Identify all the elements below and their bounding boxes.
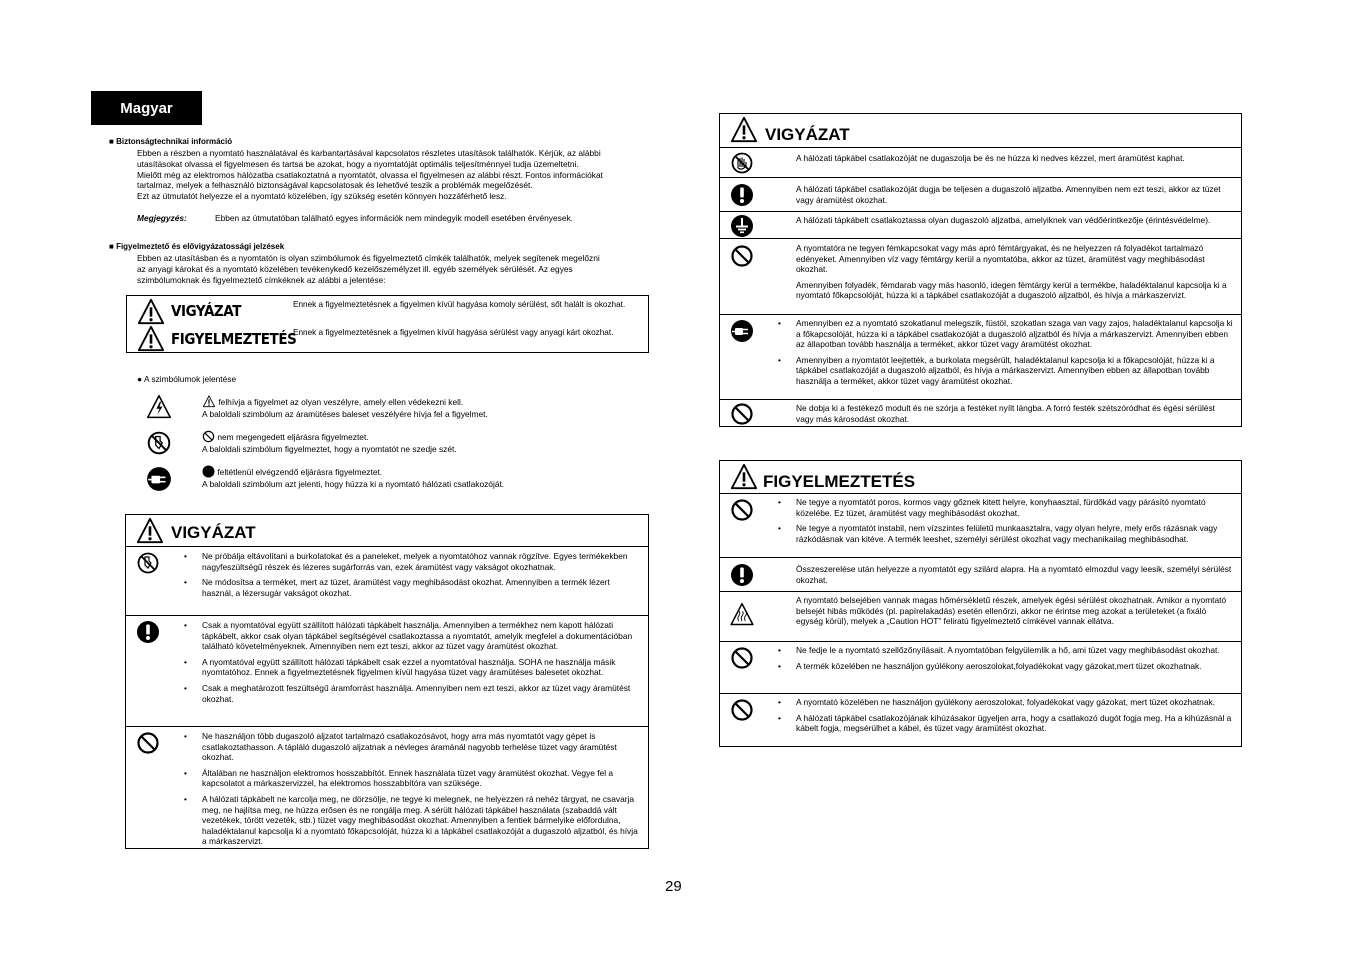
- bullet-dot: •: [778, 497, 781, 507]
- symbols-heading-text: A szimbólumok jelentése: [143, 374, 237, 384]
- right-warning-table: [719, 460, 1242, 747]
- signs-line: az anyagi károkat és a nyomtató közelében tevékenykedő kezelőszemélyzet ill. egyéb személyek sérülését. Az egyes: [137, 263, 573, 274]
- list-item: [184, 682, 640, 704]
- list-item: [778, 645, 1234, 656]
- signs-heading-text: Figyelmeztető és elővigyázatossági jelzések: [116, 242, 285, 251]
- row-text: A nyomtatóra ne tegyen fémkapcsokat vagy más apró fémtárgyakat, és ne helyezzen rá folyadékot tartalmazó edényeket. Amennyiben víz vagy fémtárgy kerül a nyomtatóba, akkor az tüzet, áramütést vagy meghibásodást okozhat.: [796, 243, 1205, 275]
- warning-triangle-icon: [135, 517, 165, 545]
- prohibited-icon: [730, 244, 754, 268]
- prohibited-icon: [136, 731, 160, 755]
- safety-line: utasításokat olvassa el figyelmesen és tartsa be azokat, hogy a nyomtatóját optimális teljesítménnyel tudja üzemeltetni.: [137, 158, 579, 169]
- list-item: [184, 620, 640, 652]
- electric-shock-icon: [145, 394, 173, 420]
- signs-paragraph: [137, 253, 697, 285]
- table-title: VIGYÁZAT: [171, 523, 256, 542]
- table-row: [720, 557, 1241, 591]
- bullet-dot: •: [184, 731, 187, 741]
- symbol-line: felhívja a figyelmet az olyan veszélyre, amely ellen védekezni kell.: [218, 397, 464, 407]
- row-text: A nyomtató belsejében vannak magas hőmérsékletű részek, amelyek égési sérülést okozhatnak. Amikor a nyomtató belsejét hibás működés (pl. papírelakadás) esetén ellenőrzi, akkor ne érintse meg azokat a területeket (a fixáló egység körül), melyek a „Caution HOT” feliratú figyelmeztető címkével vannak ellátva.: [796, 595, 1227, 627]
- bullet-dot: •: [184, 577, 187, 588]
- signs-heading: [109, 242, 284, 251]
- right-caution-table: [719, 113, 1242, 427]
- symbol-line: A baloldali szimbólum figyelmeztet, hogy a nyomtatót ne szedje szét.: [202, 443, 457, 454]
- symbol-line: feltétlenül elvégzendő eljárásra figyelmeztet.: [217, 467, 383, 477]
- row-text: A hálózati tápkábel csatlakozóját ne dugaszolja be és ne húzza ki nedves kézzel, mert áramütést kaphat.: [796, 153, 1185, 163]
- unplug-icon: [146, 466, 172, 492]
- bullet-dot: •: [184, 620, 187, 630]
- list-item: [184, 551, 640, 572]
- row-text: Amennyiben folyadék, fémdarab vagy más hasonló, idegen fémtárgy kerül a termékbe, haladéktalanul kapcsolja ki a nyomtató főkapcsolóját, húzza ki a tápkábel csatlakozóját a dugaszoló aljzatból, és hívja a márkaszervizt.: [796, 279, 1227, 301]
- table-title: FIGYELMEZTETÉS: [763, 472, 916, 491]
- table-row: [720, 314, 1241, 400]
- bullet-dot: ●: [137, 374, 144, 384]
- list-item: [778, 697, 1234, 708]
- warning-triangle-icon: [729, 463, 759, 491]
- table-row: [720, 211, 1241, 238]
- unplug-icon: [730, 319, 754, 343]
- list-item: [184, 793, 640, 847]
- list-item: [778, 712, 1234, 734]
- safety-paragraph: [137, 148, 697, 202]
- bullet-text: Csak a meghatározott feszültségű áramforrást használja. Amennyiben nem ezt teszi, akkor az tüzet vagy áramütést okozhat.: [202, 682, 631, 704]
- bullet-dot: •: [184, 682, 187, 693]
- symbols-heading: [137, 374, 236, 384]
- table-row: [720, 177, 1241, 211]
- legend-desc-warning: Ennek a figyelmeztetésnek a figyelmen kívül hagyása sérülést vagy anyagi kárt okozhat.: [293, 328, 614, 337]
- row-text: A hálózati tápkábelt csatlakoztassa olyan dugaszoló aljzatba, amelyiknek van védőérintkezője (érintésvédelme).: [796, 215, 1211, 225]
- mandatory-icon: [730, 183, 754, 207]
- bullet-text: Amennyiben a nyomtatót leejtették, a burkolata megsérült, haladéktalanul kapcsolja ki a főkapcsolóját, húzza ki a tápkábel csatlakozóját a dugaszoló aljzatból, és hívja a márkaszervizt. Amennyiben ebben az állapotban tovább használja a terméket, akkor tüzet vagy áramütést okozhat.: [796, 354, 1215, 386]
- symbol-item: [202, 395, 488, 420]
- table-row: [720, 591, 1241, 641]
- bullet-text: A hálózati tápkábel csatlakozójának kihúzásakor ügyeljen arra, hogy a csatlakozó dugót fogja meg. Ha a kihúzásnál a kábelt fogja, megsérülhet a kábel, és tüzet vagy áramütést okozhat.: [796, 712, 1232, 734]
- safety-line: Ebben a részben a nyomtató használatával és karbantartásával kapcsolatos részletes utasítások találhatók. Kérjük, az alábbi: [137, 148, 601, 158]
- list-item: [778, 660, 1234, 672]
- warning-triangle-icon: [729, 116, 759, 144]
- warning-triangle-icon: [136, 298, 166, 326]
- bullet-dot: •: [778, 712, 781, 723]
- square-bullet-icon: ■: [109, 137, 117, 146]
- table-row: [126, 726, 648, 849]
- bullet-text: Ne tegye a nyomtatót instabil, nem vízszintes felületű munkaasztalra, vagy olyan helyre, mely erős rázásnak vagy rázkódásnak van kitéve. A termék leeshet, személyi sérülést okozhat vagy mechanikailag meghibásodhat.: [796, 523, 1218, 544]
- square-bullet-icon: ■: [109, 242, 117, 251]
- legend-label-caution: VIGYÁZAT: [171, 302, 241, 320]
- mandatory-icon: [730, 563, 754, 587]
- prohibited-icon: [730, 698, 754, 722]
- page-number: 29: [665, 878, 682, 895]
- safety-line: tartalmaz, melyek a felhasználó biztonságával kapcsolatosak és lehetővé teszik a problémák megelőzését.: [137, 180, 533, 191]
- bullet-dot: •: [778, 660, 781, 671]
- table-row: [720, 493, 1241, 557]
- bullet-text: Általában ne használjon elektromos hosszabbítót. Ennek használata tüzet vagy áramütést okozhat. Vegye fel a kapcsolatot a márkaszervizzel, ha elektromos hosszabbítóra van szüksége.: [202, 767, 614, 789]
- bullet-dot: •: [778, 697, 781, 707]
- table-row: [720, 693, 1241, 747]
- bullet-dot: •: [778, 523, 781, 534]
- list-item: [778, 497, 1234, 518]
- table-row: [720, 641, 1241, 693]
- left-caution-table: [125, 514, 649, 849]
- no-disassemble-icon: [146, 430, 172, 456]
- table-title: VIGYÁZAT: [765, 125, 850, 144]
- list-item: [778, 354, 1234, 387]
- legend-row-warning: [127, 324, 648, 353]
- legend-row-caution: [127, 296, 648, 325]
- no-wet-hands-icon: [730, 151, 754, 175]
- prohibited-icon: [730, 646, 754, 670]
- legend-label-warning: FIGYELMEZTETÉS: [171, 330, 297, 348]
- signs-line: Ebben az utasításban és a nyomtatón is olyan szimbólumok és figyelmeztető címkék találhatók, melyek segítenek megelőzni: [137, 253, 600, 263]
- safety-line: Mielőtt még az elektromos hálózatba csatlakoztatná a nyomtatót, olvassa el figyelmesen az alábbi részt. Fontos információkat: [137, 169, 603, 180]
- bullet-dot: •: [778, 645, 781, 655]
- symbol-item: [202, 465, 504, 490]
- legend-desc-caution: Ennek a figyelmeztetésnek a figyelmen kívül hagyása komoly sérülést, sőt halált is okozhat.: [293, 300, 626, 309]
- bullet-text: A nyomtató közelében ne használjon gyúlékony aeroszolokat, folyadékokat vagy gázokat, mert tüzet okozhatnak.: [796, 697, 1216, 707]
- prohibited-icon: [730, 402, 754, 426]
- table-row: [720, 238, 1241, 314]
- bullet-text: Amennyiben ez a nyomtató szokatlanul melegszik, füstöl, szokatlan szaga van vagy zajos, haladéktalanul kapcsolja ki a főkapcsolóját, húzza ki a tápkábel csatlakozóját a dugaszoló aljzatból és hívja a márkaszervizt. Amennyiben ebben az állapotban tovább használja a terméket, akkor tüzet vagy áramütést okozhat.: [796, 318, 1233, 350]
- warning-triangle-icon: [136, 325, 166, 353]
- bullet-dot: •: [184, 551, 187, 561]
- bullet-text: Ne tegye a nyomtatót poros, kormos vagy gőznek kitett helyre, konyhaasztal, fürdőkád vagy párásító nyomtató közelébe. Ez tüzet, áramütést vagy meghibásodást okozhat.: [796, 497, 1206, 518]
- table-row: [720, 147, 1241, 177]
- legend-box: [126, 295, 649, 353]
- symbol-item: [202, 430, 457, 455]
- bullet-text: Ne használjon több dugaszoló aljzatot tartalmazó csatlakozósávot, hogy arra más nyomtatót vagy gépet is csatlakoztathasson. A tápláló dugaszoló aljzatnak a névleges áramánál nagyobb terhelése tüzet vagy áramütést okozhat.: [202, 731, 617, 763]
- bullet-dot: •: [184, 656, 187, 667]
- bullet-text: Ne próbálja eltávolítani a burkolatokat és a paneleket, melyek a nyomtatóhoz vannak rögzítve. Egyes termékekben nagyfeszültségű részek és lézeres sugárforrás van, ezek áramütést vagy vakságot okozhatnak.: [202, 551, 628, 572]
- safety-line: Ezt az útmutatót helyezze el a nyomtató közelében, így szükség esetén könnyen hozzáférhető lesz.: [137, 191, 507, 202]
- row-text: Ne dobja ki a festékező modult és ne szórja a festéket nyílt lángba. A forró festék szétszóródhat és égési sérülést vagy más károsodást okozhat.: [796, 403, 1215, 424]
- row-text: Összeszerelése után helyezze a nyomtatót egy szilárd alapra. Ha a nyomtató elmozdul vagy leesik, személyi sérülést okozhat.: [796, 564, 1232, 585]
- language-tab: Magyar: [91, 91, 202, 125]
- bullet-text: Csak a nyomtatóval együtt szállított hálózati tápkábelt használja. Amennyiben a termékhez nem kapott hálózati tápkábelt, akkor csak olyan tápkábel segítségével csatlakoztassa a nyomtatót, amelyik megfelel a dokumentációban található követelményeknek. Amennyiben nem ezt teszi, akkor az tüzet vagy áramütést okozhat.: [202, 620, 633, 652]
- bullet-text: Ne fedje le a nyomtató szellőzőnyílásait. A nyomtatóban felgyülemlik a hő, ami tüzet vagy meghibásodást okozhat.: [796, 645, 1220, 655]
- bullet-text: A hálózati tápkábelt ne karcolja meg, ne dörzsölje, ne tegye ki melegnek, ne helyezzen rá nehéz tárgyat, ne csavarja meg, ne hajlítsa meg, ne húzza erősen és ne rongálja meg. A sérült hálózati tápkábel használata (szabaddá vált vezetékek, törött vezeték, stb.) tüzet vagy meghibásodást okozhat. Amennyiben a fentiek bármelyike előfordulna, haladéktalanul kapcsolja ki a nyomtató főkapcsolóját, húzza ki a tápkábel csatlakozóját a dugaszoló aljzatból, és hívja a márkaszervizt.: [202, 793, 638, 847]
- symbol-line: A baloldali szimbólum az áramütéses baleset veszélyére hívja fel a figyelmet.: [202, 408, 488, 419]
- list-item: [184, 577, 640, 598]
- symbol-line: A baloldali szimbólum azt jelenti, hogy húzza ki a nyomtató hálózati csatlakozóját.: [202, 478, 505, 489]
- list-item: [184, 731, 640, 763]
- symbol-line: nem megengedett eljárásra figyelmeztet.: [217, 432, 369, 442]
- bullet-text: A nyomtatóval együtt szállított hálózati tápkábelt csak ezzel a nyomtatóval használja. SOHA ne használja másik nyomtatóhoz. Ennek a figyelmeztetésnek figyelmen kívül hagyása tüzet vagy áramütéses balesetet okozhat.: [202, 656, 616, 678]
- warning-triangle-icon: [202, 395, 216, 408]
- bullet-dot: •: [184, 767, 187, 778]
- list-item: [184, 767, 640, 789]
- safety-heading-text: Biztonságtechnikai információ: [116, 137, 233, 146]
- list-item: [778, 523, 1234, 544]
- prohibited-icon: [202, 430, 215, 443]
- no-disassemble-icon: [136, 551, 160, 575]
- table-row: [126, 546, 648, 615]
- mandatory-dot-icon: [202, 465, 215, 478]
- signs-line: szimbólumoknak és figyelmeztető címkéknek az alábbi a jelentése:: [137, 274, 386, 285]
- note-text: Ebben az útmutatóban található egyes információk nem mindegyik modell esetében érvényesek.: [215, 213, 574, 223]
- table-row: [126, 615, 648, 726]
- note-label: Megjegyzés:: [137, 213, 187, 223]
- bullet-dot: •: [184, 793, 187, 804]
- table-row: [720, 399, 1241, 427]
- hot-surface-icon: [729, 602, 755, 627]
- list-item: [778, 318, 1234, 350]
- bullet-text: Ne módosítsa a terméket, mert az tüzet, áramütést vagy meghibásodást okozhat. Amennyiben a termék lézert használ, a lézersugár vakságot okozhat.: [202, 577, 610, 598]
- row-text: A hálózati tápkábel csatlakozóját dugja be teljesen a dugaszoló aljzatba. Amennyiben nem ezt teszi, akkor az tüzet vagy áramütést okozhat.: [796, 184, 1221, 205]
- mandatory-icon: [136, 620, 160, 644]
- bullet-dot: •: [778, 318, 781, 328]
- safety-heading: [109, 137, 232, 146]
- bullet-dot: •: [778, 354, 781, 365]
- list-item: [184, 656, 640, 678]
- prohibited-icon: [730, 498, 754, 522]
- bullet-text: A termék közelében ne használjon gyúlékony aeroszolokat,folyadékokat vagy gázokat,mert tüzet okozhatnak.: [796, 660, 1202, 671]
- ground-icon: [730, 214, 754, 238]
